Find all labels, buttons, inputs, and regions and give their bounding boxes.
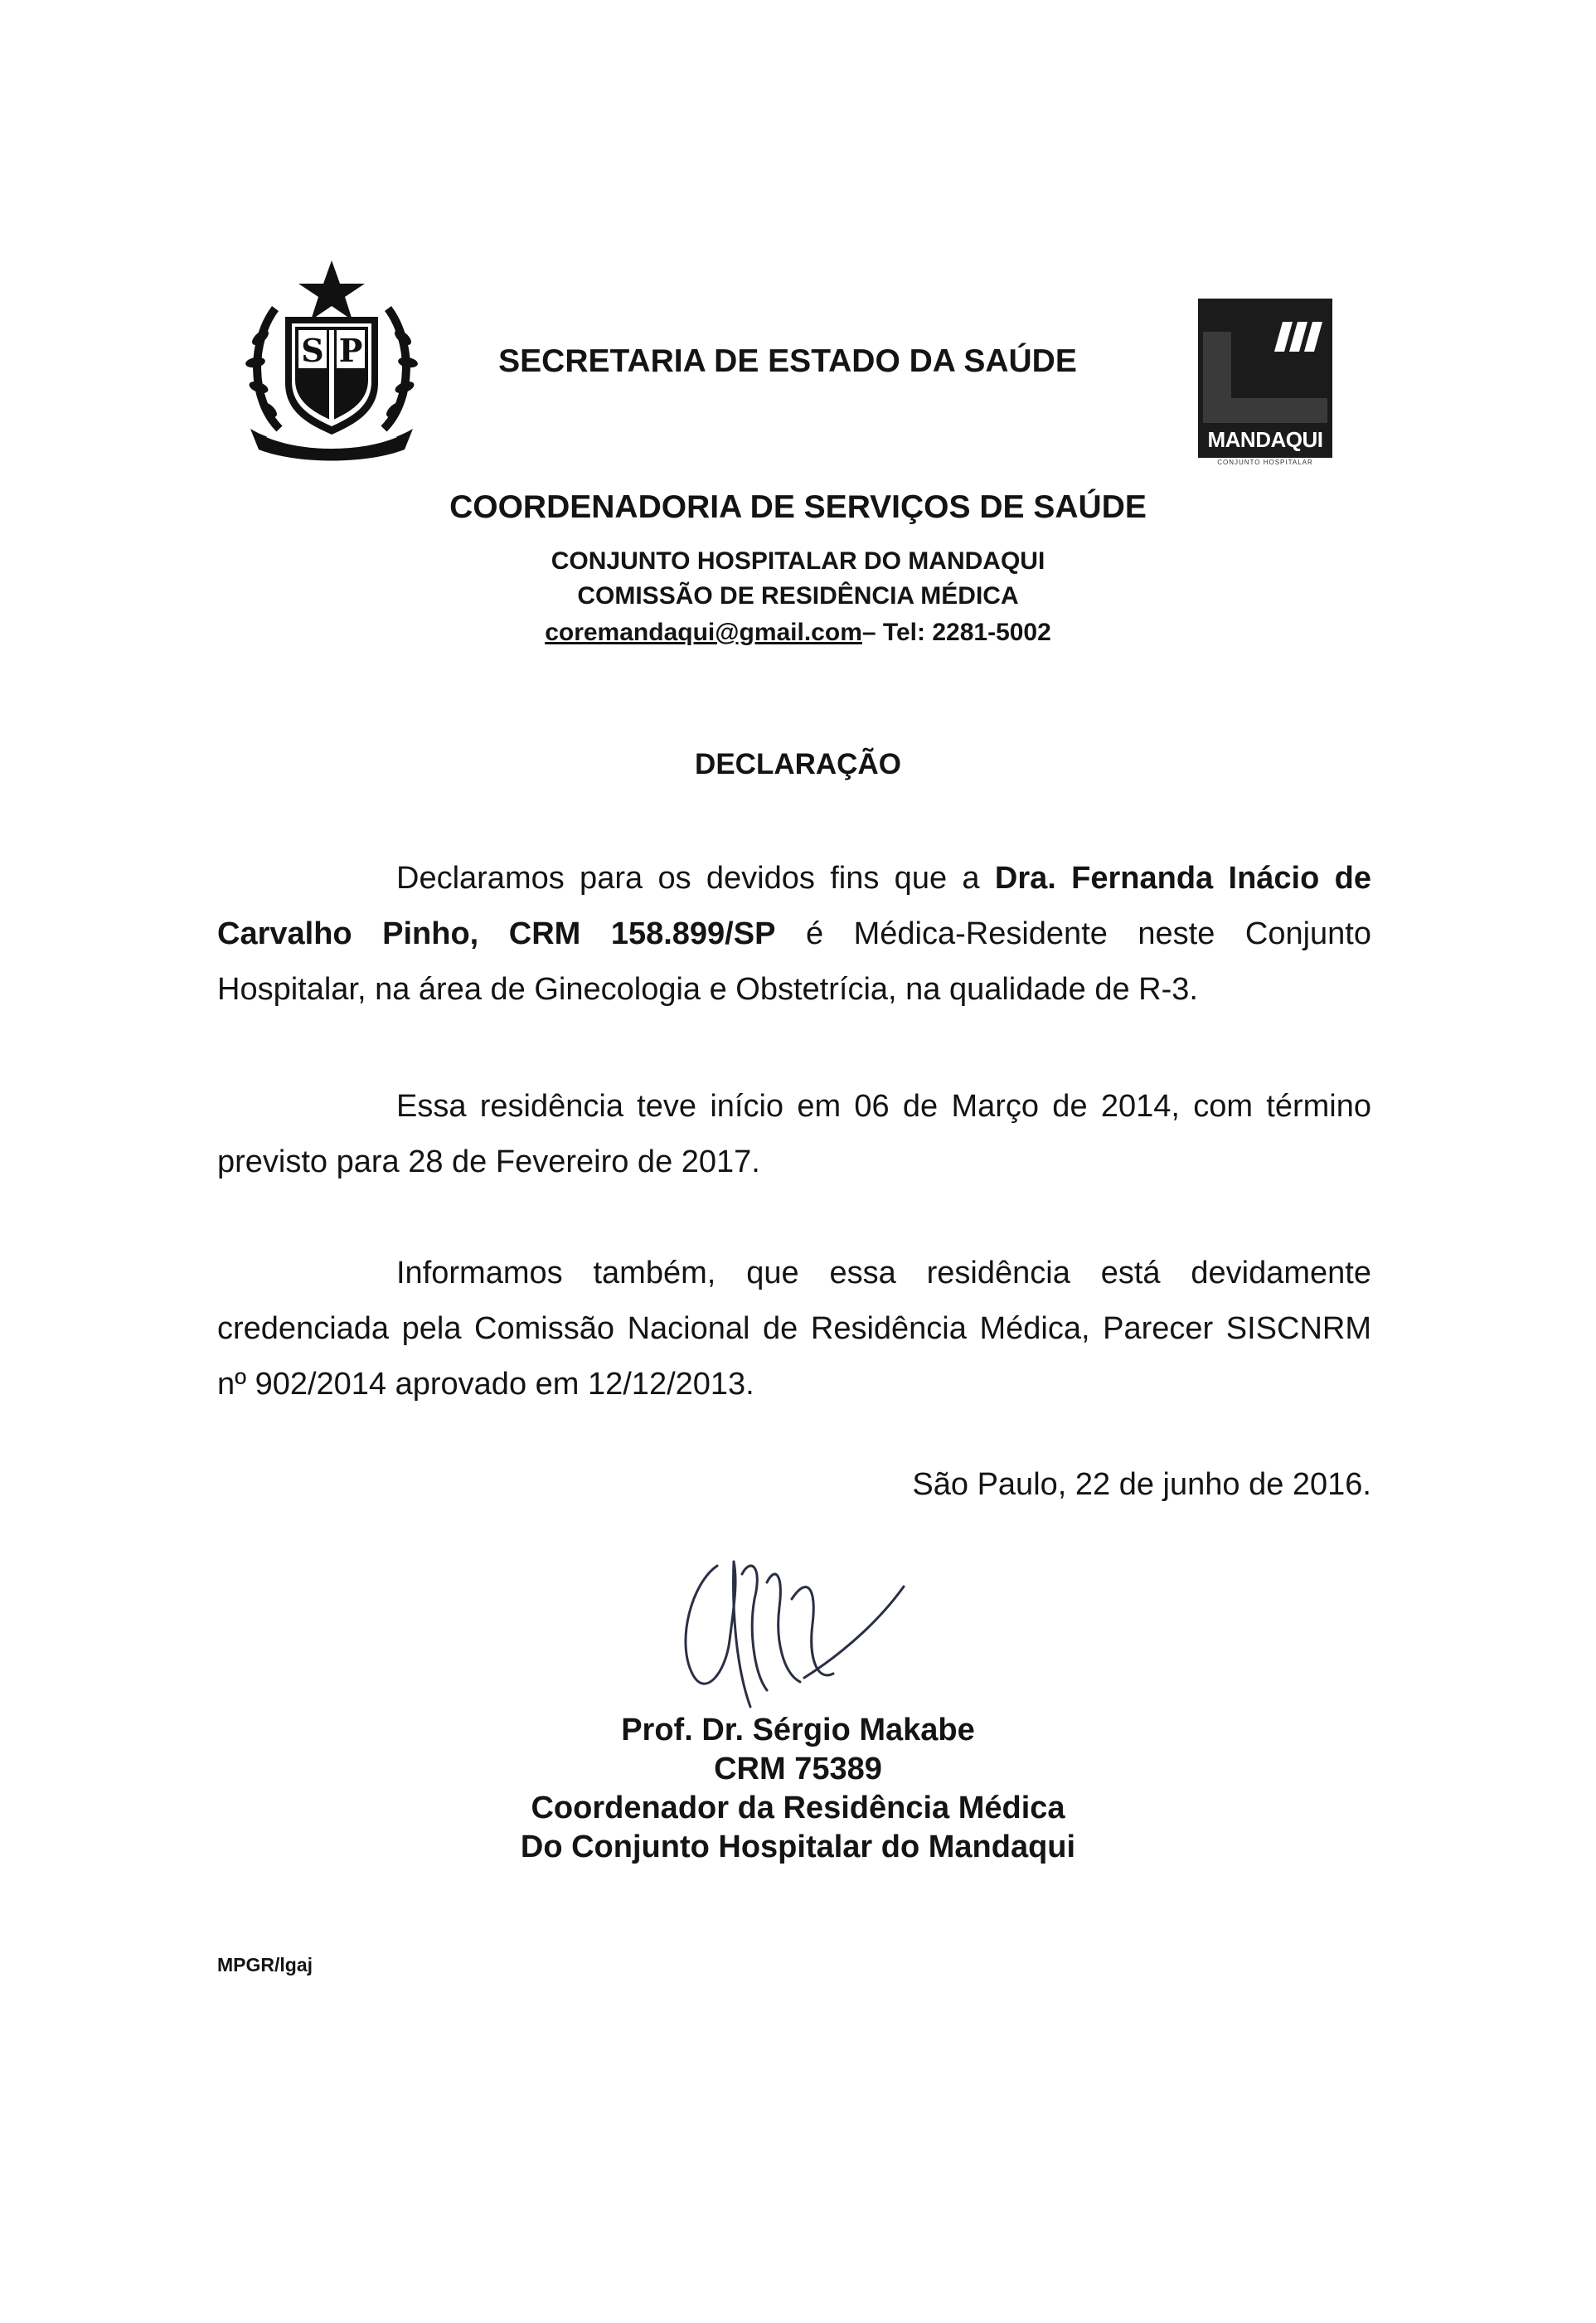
phone-text: – Tel: 2281-5002 [861,619,1051,646]
svg-text:S: S [301,332,324,369]
email-link[interactable]: coremandaqui@gmail.com [545,619,862,646]
mandaqui-logo [1198,299,1332,469]
signatory-department: Do Conjunto Hospitalar do Mandaqui [520,1830,1076,1864]
svg-text:P: P [338,332,363,369]
date-line: São Paulo, 22 de junho de 2016. [912,1467,1371,1502]
coordenadoria-title: COORDENADORIA DE SERVIÇOS DE SAÚDE [449,489,1147,525]
reference-code: MPGR/lgaj [217,1954,313,1976]
signatory-name: Prof. Dr. Sérgio Makabe [621,1713,975,1747]
logo-box [1198,299,1332,458]
sp-state-seal-icon [242,259,421,462]
contact-line [0,619,1596,647]
p3-text: Informamos também, que essa residência está devidamente credenciada pela Comissão Nacional de Residência Médica, Parecer SISCNRM nº 902/2014 aprovado em 12/12/2013. [217,1256,1371,1402]
conjunto-hospitalar-line: CONJUNTO HOSPITALAR DO MANDAQUI [551,547,1045,575]
p1-details: é Médica-Residente neste Conjunto Hospitalar, na área de Ginecologia e Obstetrícia, na qualidade de R-3. [217,916,1372,1007]
secretaria-title: SECRETARIA DE ESTADO DA SAÚDE [498,343,1077,379]
logo-subtitle: CONJUNTO HOSPITALAR [1217,459,1313,466]
p1-resident-name: Dra. Fernanda Inácio de Carvalho Pinho, CRM 158.899/SP [217,861,1371,951]
paragraph-2 [217,1079,1371,1190]
paragraph-1 [217,851,1371,1018]
signatory-role: Coordenador da Residência Médica [531,1791,1065,1825]
p2-text: Essa residência teve início em 06 de Março de 2014, com término previsto para 28 de Fevereiro de 2017. [217,1089,1371,1179]
document-title: DECLARAÇÃO [695,748,901,780]
signature-image [659,1549,941,1715]
logo-word: MANDAQUI [1207,427,1323,452]
p1-intro: Declaramos para os devidos fins que a [396,861,995,896]
signatory-crm: CRM 75389 [714,1752,882,1786]
paragraph-3 [217,1246,1371,1412]
comissao-line: COMISSÃO DE RESIDÊNCIA MÉDICA [577,582,1019,610]
